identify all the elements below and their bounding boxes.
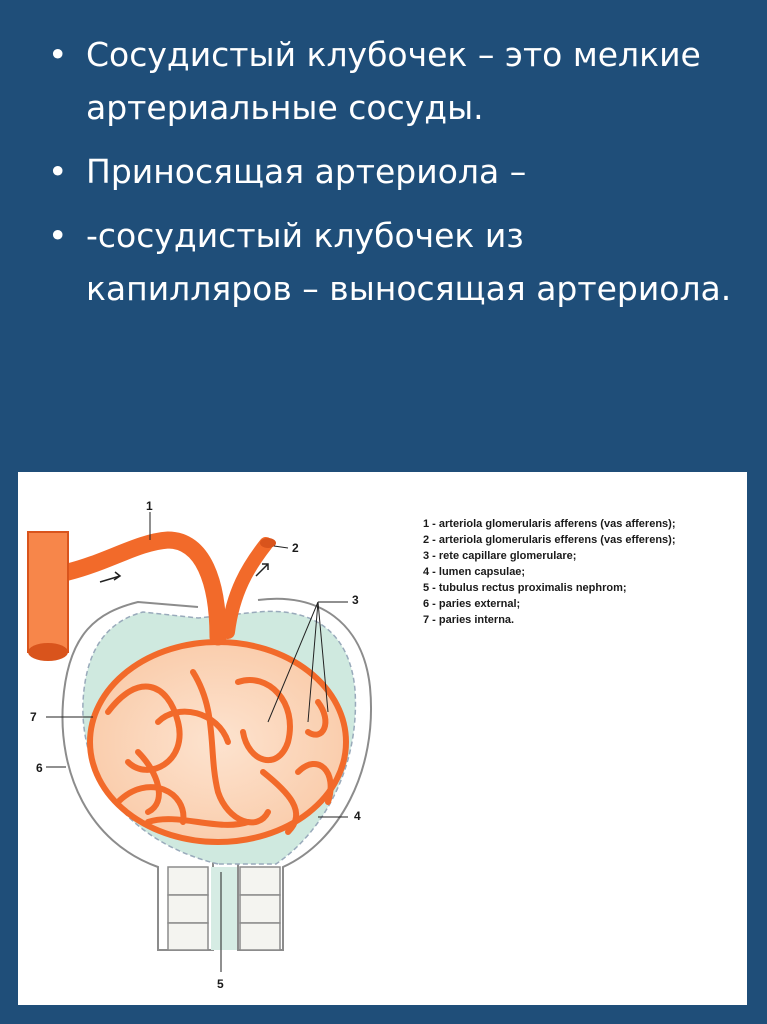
legend-item: 7 - paries interna.	[423, 614, 515, 626]
legend-item: 3 - rete capillare glomerulare;	[423, 550, 577, 562]
capillary-network	[90, 642, 346, 842]
callout-5: 5	[217, 977, 224, 991]
bullet-item	[40, 209, 740, 315]
afferent-lumen	[28, 643, 68, 661]
afferent-trunk	[28, 532, 68, 652]
legend-item: 5 - tubulus rectus proximalis nephrom;	[423, 582, 627, 594]
bullet-marker: •	[48, 35, 68, 74]
bullet-item	[40, 28, 740, 134]
callout-6: 6	[36, 761, 43, 775]
callout-3: 3	[352, 593, 359, 607]
bullet-text: Приносящая артериола –	[86, 152, 527, 191]
callout-2: 2	[292, 541, 299, 555]
legend-item: 2 - arteriola glomerularis efferens (vas efferens);	[423, 534, 676, 546]
legend-item: 4 - lumen capsulae;	[423, 566, 526, 578]
bullet-text: -сосудистый клубочек из капилляров – выносящая артериола.	[86, 216, 732, 308]
legend-item: 1 - arteriola glomerularis afferens (vas afferens);	[423, 518, 676, 530]
callout-4: 4	[354, 809, 361, 823]
bullet-list	[40, 28, 740, 326]
bullet-marker: •	[48, 216, 68, 255]
tubule	[168, 867, 280, 950]
callout-1: 1	[146, 499, 153, 513]
legend-item: 6 - paries external;	[423, 598, 521, 610]
bullet-marker: •	[48, 152, 68, 191]
callout-7: 7	[30, 710, 37, 724]
efferent-lumen	[260, 538, 276, 548]
figure-legend	[423, 516, 675, 628]
flow-arrow	[100, 572, 120, 582]
bullet-text: Сосудистый клубочек – это мелкие артериальные сосуды.	[86, 35, 701, 127]
glomerulus-figure	[18, 472, 747, 1005]
bullet-item	[40, 145, 740, 198]
